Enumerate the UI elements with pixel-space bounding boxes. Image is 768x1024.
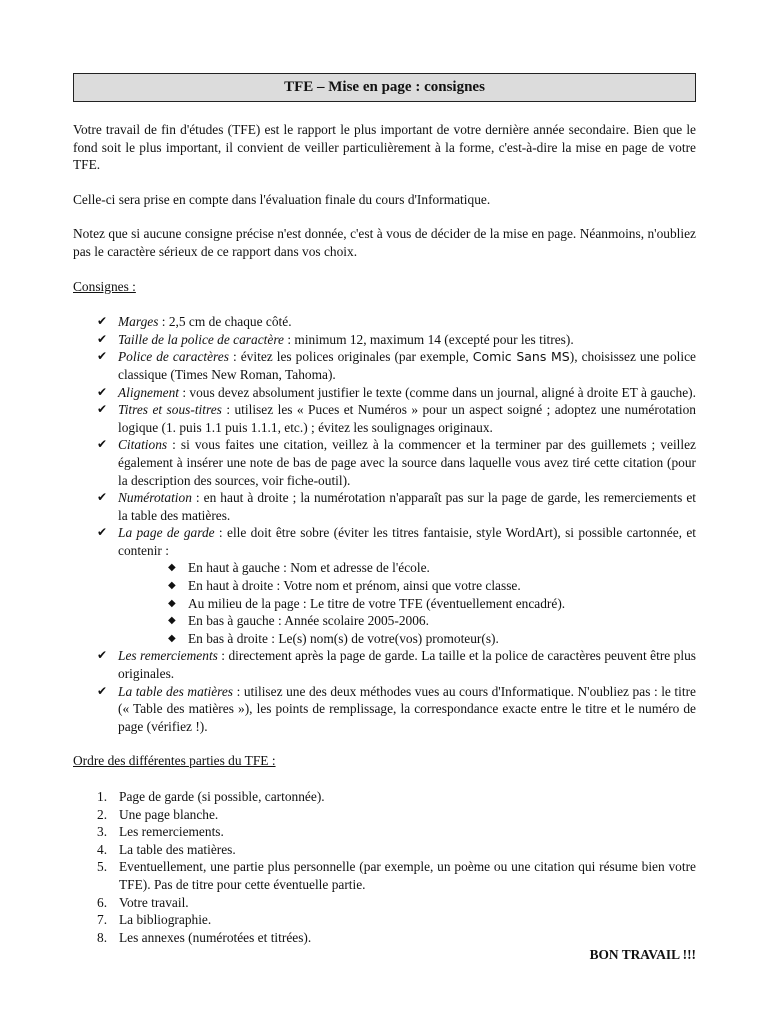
consigne-item-citations: ✔ Citations : si vous faites une citation, veillez à la commencer et la terminer par des guillemets ; veillez également à insérer une note de bas de page avec la source dans laquelle vous avez tiré cette citation (pour la description des sources, voir fiche-outil). <box>97 437 696 488</box>
consigne-text: directement après la page de garde. La taille et la police de caractères peuvent être plus originales. <box>118 648 696 682</box>
consigne-text: minimum 12, maximum 14 (excepté pour les titres). <box>294 331 574 347</box>
checkmark-icon: ✔ <box>97 648 108 663</box>
consigne-text: si vous faites une citation, veillez à la commencer et la terminer par des guillemets ; veillez également à insérer une note de bas de page avec la source dans laquelle vous avez tiré cette citation (pour la description des sources, voir fiche-outil). <box>118 437 696 488</box>
diamond-icon: ◆ <box>168 597 176 609</box>
list-item: ◆ En haut à droite : Votre nom et prénom, ainsi que votre classe. <box>168 578 521 594</box>
consigne-item-taille-police: ✔ Taille de la police de caractère : minimum 12, maximum 14 (excepté pour les titres). <box>97 331 574 347</box>
signoff-row <box>73 946 696 964</box>
consigne-term: Les remerciements <box>118 648 218 664</box>
consigne-term: Titres et sous-titres <box>118 402 222 418</box>
checkmark-icon: ✔ <box>97 331 108 346</box>
list-item: ◆ En bas à gauche : Année scolaire 2005-2006. <box>168 613 429 629</box>
list-item: ◆ Au milieu de la page : Le titre de votre TFE (éventuellement encadré). <box>168 595 566 611</box>
intro-paragraph-3: Notez que si aucune consigne précise n'est donnée, c'est à vous de décider de la mise en page. Néanmoins, n'oubliez pas le caractère sérieux de ce rapport dans vos choix. <box>73 226 696 259</box>
consigne-item-numerotation: ✔ Numérotation : en haut à droite ; la numérotation n'apparaît pas sur la page de garde, les remerciements et la table des matières. <box>97 490 696 523</box>
consigne-term: Police de caractères <box>118 349 229 365</box>
ordre-heading: Ordre des différentes parties du TFE : <box>73 753 276 769</box>
consigne-text: en haut à droite ; la numérotation n'apparaît pas sur la page de garde, les remerciements et la table des matières. <box>118 490 696 523</box>
intro-paragraph-1: Votre travail de fin d'études (TFE) est le rapport le plus important de votre dernière année secondaire. Bien que le fond soit le plus important, il convient de veiller particulièrement à la forme, c'est-à-dire la mise en page de votre TFE. <box>73 122 696 173</box>
consigne-term: Marges <box>118 314 159 330</box>
consigne-text: évitez les polices originales (par exemple, <box>240 349 473 365</box>
consigne-text: vous devez absolument justifier le texte (comme dans un journal, aligné à droite ET à gauche). <box>189 384 696 400</box>
consignes-heading: Consignes : <box>73 278 136 294</box>
consignes-list <box>73 313 696 559</box>
list-item: 5. Eventuellement, une partie plus personnelle (par exemple, un poème ou une citation qui résume bien votre TFE). Pas de titre pour cette éventuelle partie. <box>97 859 696 892</box>
diamond-icon: ◆ <box>168 632 176 644</box>
consigne-text: utilisez les « Puces et Numéros » pour un aspect soigné ; adoptez une numérotation logique (1. puis 1.1 puis 1.1.1, etc.) ; évitez les soulignages originaux. <box>118 402 697 435</box>
diamond-icon: ◆ <box>168 562 176 574</box>
checkmark-icon: ✔ <box>97 402 108 417</box>
page-title: TFE – Mise en page : consignes <box>73 73 696 102</box>
checkmark-icon: ✔ <box>97 525 108 540</box>
consigne-text: 2,5 cm de chaque côté. <box>168 314 292 330</box>
checkmark-icon: ✔ <box>97 349 108 364</box>
document-page <box>73 73 696 964</box>
list-item: 8. Les annexes (numérotées et titrées). <box>97 929 312 945</box>
ordre-list <box>73 788 696 946</box>
consigne-term: Taille de la police de caractère <box>118 331 284 347</box>
checkmark-icon: ✔ <box>97 490 108 505</box>
checkmark-icon: ✔ <box>97 384 108 399</box>
checkmark-icon: ✔ <box>97 437 108 452</box>
consigne-item-titres: ✔ Titres et sous-titres : utilisez les « Puces et Numéros » pour un aspect soigné ; adoptez une numérotation logique (1. puis 1.1 puis 1.1.1, etc.) ; évitez les soulignages originaux. <box>97 402 697 435</box>
list-item: 7. La bibliographie. <box>97 912 212 928</box>
list-item: ◆ En bas à droite : Le(s) nom(s) de votre(vos) promoteur(s). <box>168 630 499 646</box>
list-item: ◆ En haut à gauche : Nom et adresse de l'école. <box>168 560 430 576</box>
consigne-item-table-matieres: ✔ La table des matières : utilisez une des deux méthodes vues au cours d'Informatique. N'oubliez pas : le titre (« Table des matières »), les points de remplissage, la correspondance exacte entre le titre et le numéro de page (vérifiez !). <box>97 683 696 734</box>
consigne-term: La table des matières <box>118 683 234 699</box>
consigne-text: utilisez une des deux méthodes vues au cours d'Informatique. N'oubliez pas : le titre (« Table des matières »), les points de remplissage, la correspondance exacte entre le titre et le numéro de page (vérifiez !). <box>118 683 696 734</box>
diamond-icon: ◆ <box>168 580 176 592</box>
consigne-term: Numérotation <box>118 490 192 506</box>
consignes-list-continued <box>73 647 696 735</box>
consigne-term: Alignement <box>118 384 179 400</box>
list-item: 2. Une page blanche. <box>97 806 219 822</box>
checkmark-icon: ✔ <box>97 314 108 329</box>
signoff: BON TRAVAIL !!! <box>589 947 696 963</box>
consigne-item-remerciements: ✔ Les remerciements : directement après la page de garde. La taille et la police de caractères peuvent être plus originales. <box>97 648 696 682</box>
checkmark-icon: ✔ <box>97 683 108 698</box>
consigne-term: La page de garde <box>118 525 215 541</box>
consigne-term: Citations <box>118 437 168 453</box>
list-item: 4. La table des matières. <box>97 841 236 857</box>
intro-paragraph-2: Celle-ci sera prise en compte dans l'évaluation finale du cours d'Informatique. <box>73 191 491 207</box>
consigne-item-page-de-garde: ✔ La page de garde : elle doit être sobre (éviter les titres fantaisie, style WordArt), si possible cartonnée, et contenir : <box>97 525 696 558</box>
list-item: 6. Votre travail. <box>97 894 189 910</box>
consigne-item-alignement: ✔ Alignement : vous devez absolument justifier le texte (comme dans un journal, aligné à droite ET à gauche). <box>97 384 696 400</box>
consigne-text: elle doit être sobre (éviter les titres fantaisie, style WordArt), si possible cartonnée, et contenir : <box>118 525 696 558</box>
consigne-item-marges: ✔ Marges : 2,5 cm de chaque côté. <box>97 314 292 330</box>
diamond-icon: ◆ <box>168 615 176 627</box>
list-item: 1. Page de garde (si possible, cartonnée). <box>97 789 325 804</box>
comic-sans-sample: Comic Sans MS <box>472 349 570 365</box>
consigne-item-police: ✔ Police de caractères : évitez les polices originales (par exemple, Comic Sans MS), choisissez une police classique (Times New Roman, Tahoma). <box>97 349 697 382</box>
page-de-garde-list <box>73 559 696 647</box>
list-item: 3. Les remerciements. <box>97 824 224 840</box>
